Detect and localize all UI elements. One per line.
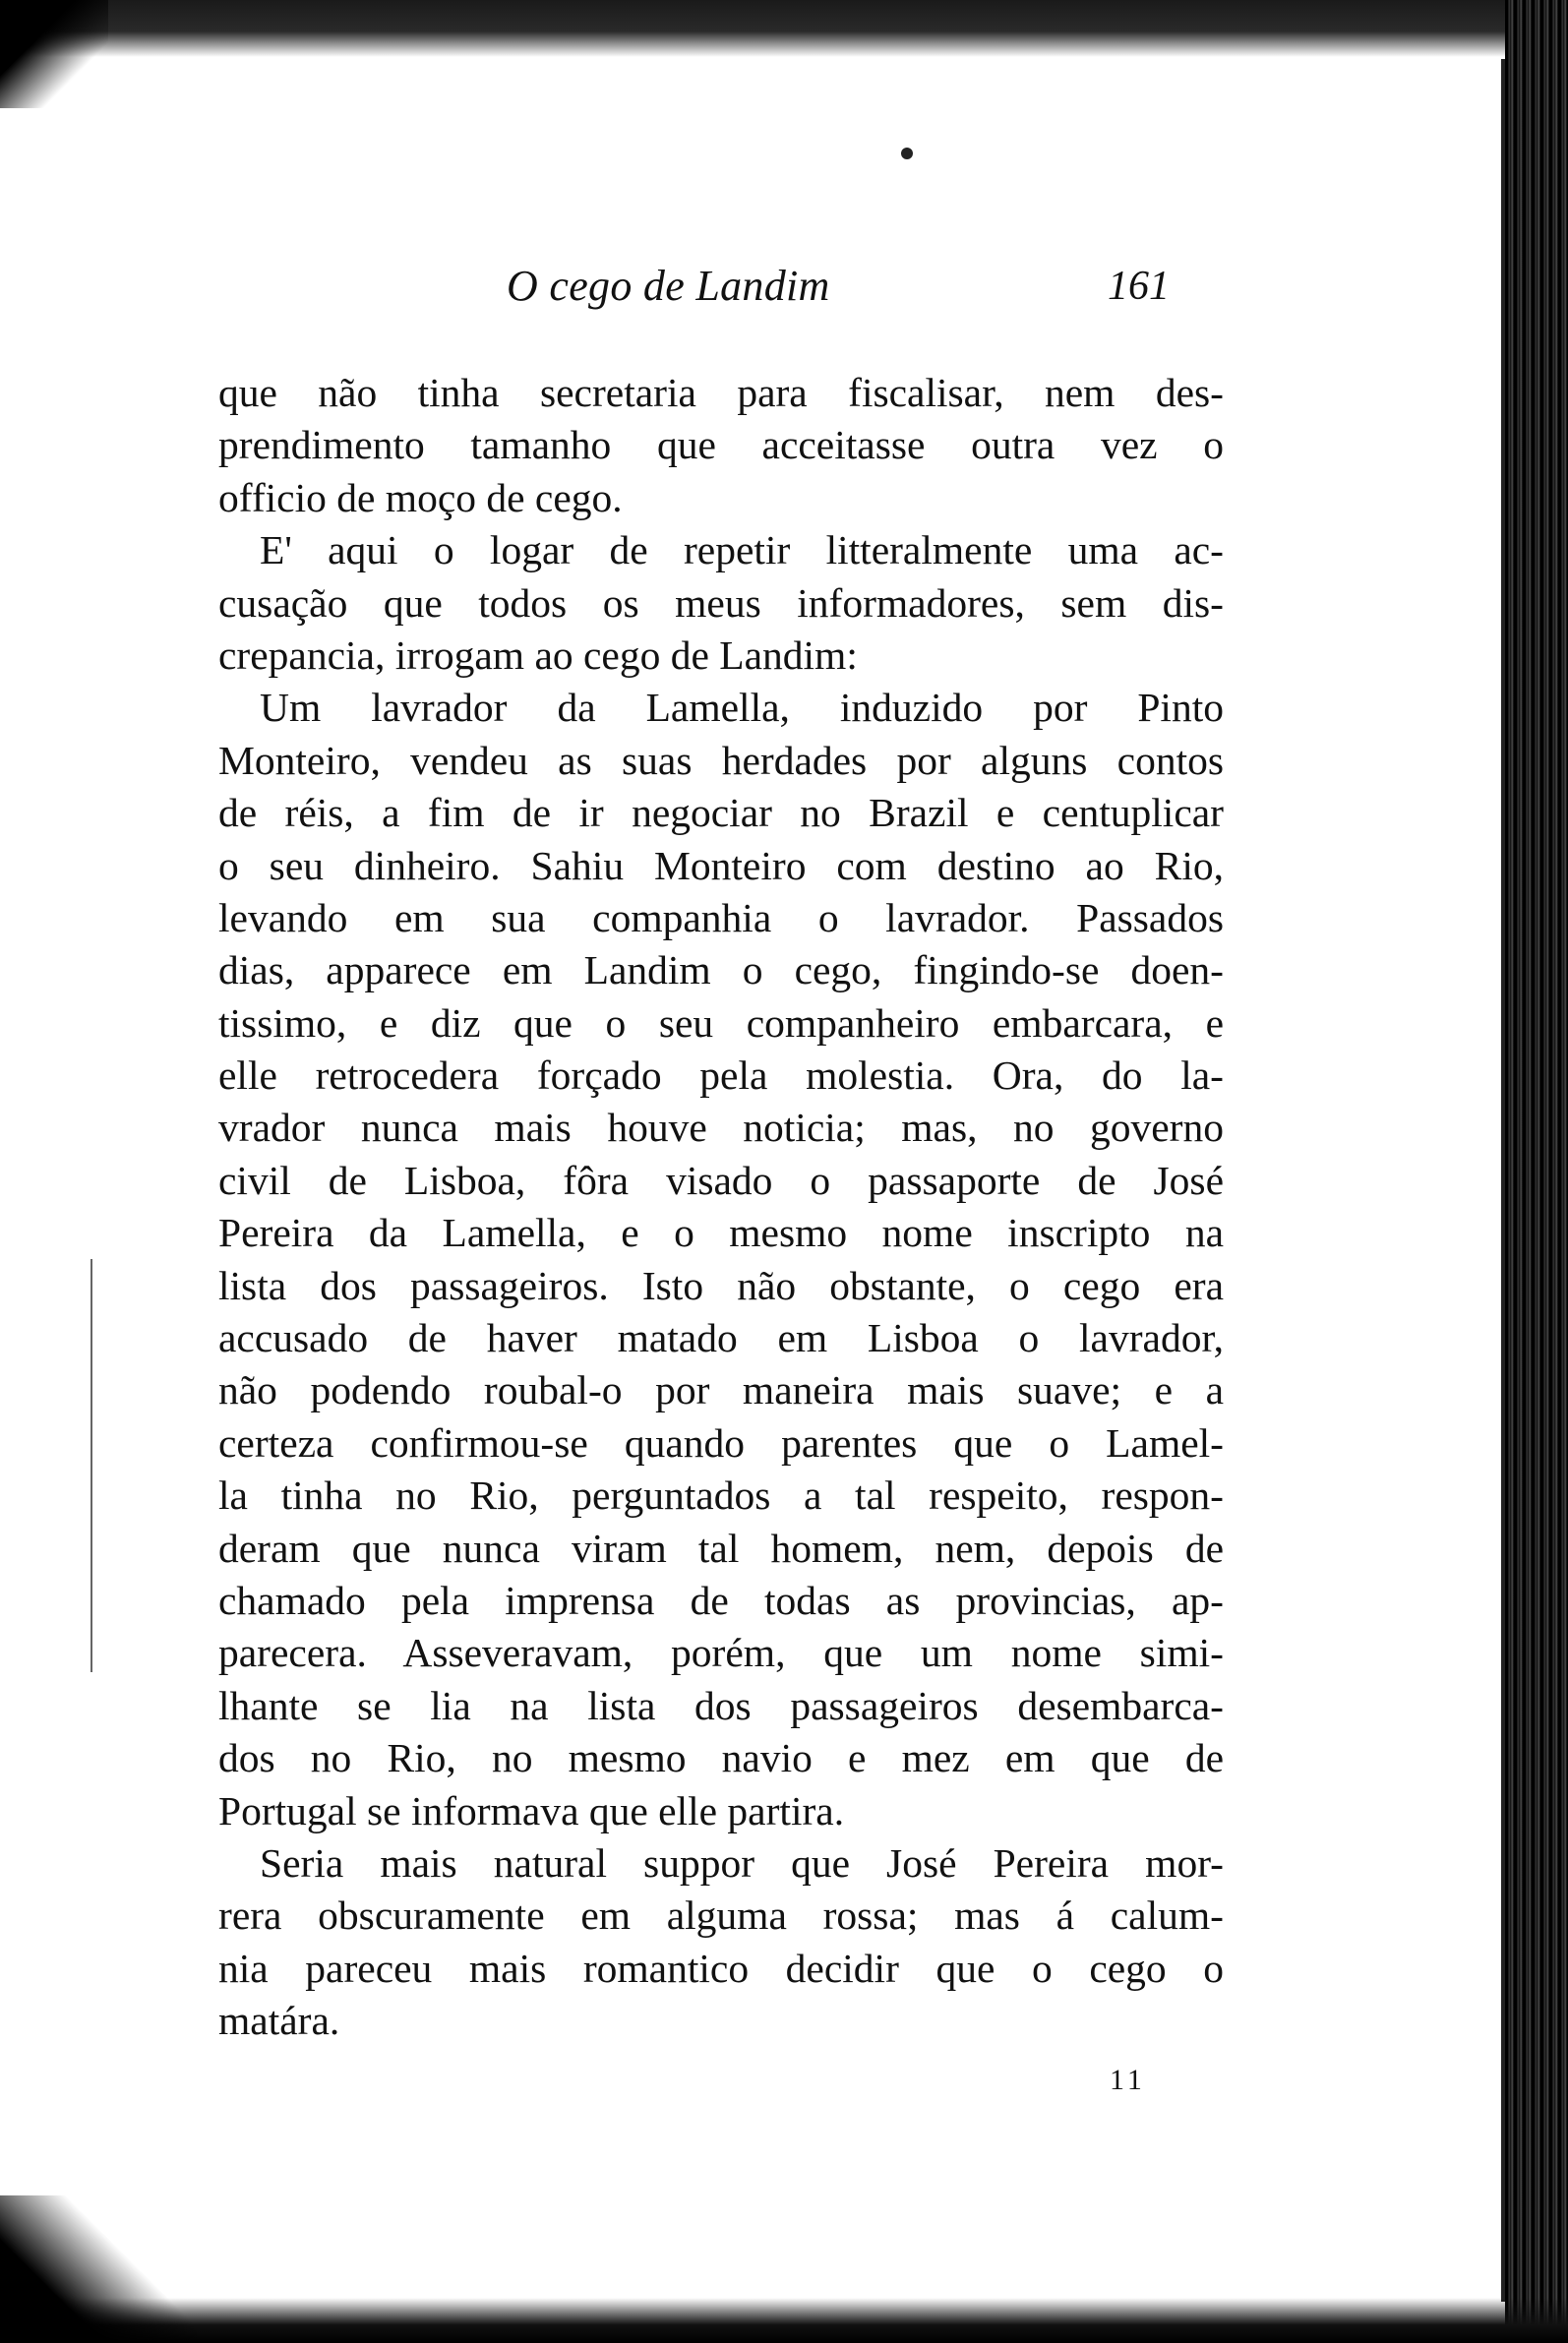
text-line: deram que nunca viram tal homem, nem, depois de bbox=[218, 1525, 1224, 1571]
text-line: crepancia, irrogam ao cego de Landim: bbox=[218, 631, 858, 678]
text-line: E' aqui o logar de repetir litteralmente uma ac- bbox=[260, 527, 1224, 573]
scan-dot-mark bbox=[901, 148, 913, 159]
text-line: parecera. Asseveravam, porém, que um nome simi- bbox=[218, 1630, 1224, 1676]
text-line: tissimo, e diz que o seu companheiro embarcara, e bbox=[218, 999, 1224, 1046]
text-line: prendimento tamanho que acceitasse outra vez o bbox=[218, 422, 1224, 468]
page-number: 161 bbox=[1108, 264, 1170, 309]
text-line: de réis, a fim de ir negociar no Brazil e centuplicar bbox=[218, 790, 1224, 836]
signature-mark: 11 bbox=[1110, 2064, 1146, 2096]
scan-right-binding bbox=[1505, 0, 1568, 2343]
text-line: lista dos passageiros. Isto não obstante, o cego era bbox=[218, 1262, 1224, 1308]
text-line: Seria mais natural suppor que José Pereira mor- bbox=[260, 1839, 1224, 1886]
text-line: Um lavrador da Lamella, induzido por Pinto bbox=[260, 685, 1224, 731]
text-line: officio de moço de cego. bbox=[218, 474, 623, 520]
text-line: matára. bbox=[218, 1998, 340, 2044]
text-line: levando em sua companhia o lavrador. Passados bbox=[218, 894, 1224, 940]
text-line: lhante se lia na lista dos passageiros desembarca- bbox=[218, 1682, 1224, 1728]
scan-right-binding-edge bbox=[1501, 59, 1505, 2302]
text-line: o seu dinheiro. Sahiu Monteiro com destino ao Rio, bbox=[218, 842, 1224, 888]
text-line: dos no Rio, no mesmo navio e mez em que de bbox=[218, 1735, 1224, 1781]
text-line: cusação que todos os meus informadores, sem dis- bbox=[218, 579, 1224, 626]
scan-top-edge bbox=[0, 0, 1568, 57]
scan-top-left-corner bbox=[0, 0, 108, 108]
running-title: O cego de Landim bbox=[507, 262, 830, 310]
text-line: que não tinha secretaria para fiscalisar, nem des- bbox=[218, 370, 1224, 415]
text-line: accusado de haver matado em Lisboa o lavrador, bbox=[218, 1315, 1224, 1361]
body-text bbox=[218, 367, 1224, 2048]
text-line: nia pareceu mais romantico decidir que o cego o bbox=[218, 1945, 1224, 1991]
text-line: civil de Lisboa, fôra visado o passaporte de José bbox=[218, 1157, 1224, 1203]
text-line: vrador nunca mais houve noticia; mas, no governo bbox=[218, 1105, 1224, 1151]
text-line: Portugal se informava que elle partira. bbox=[218, 1787, 845, 1833]
text-line: elle retrocedera forçado pela molestia. Ora, do la- bbox=[218, 1052, 1224, 1099]
text-line: não podendo roubal-o por maneira mais suave; e a bbox=[218, 1367, 1224, 1413]
text-line: Monteiro, vendeu as suas herdades por alguns contos bbox=[218, 737, 1224, 783]
text-line: rera obscuramente em alguma rossa; mas á calum- bbox=[218, 1892, 1224, 1939]
text-line: Pereira da Lamella, e o mesmo nome inscripto na bbox=[218, 1210, 1224, 1256]
scan-bottom-left-corner bbox=[0, 2195, 197, 2343]
text-line: chamado pela imprensa de todas as provincias, ap- bbox=[218, 1577, 1224, 1623]
text-line: la tinha no Rio, perguntados a tal respeito, respon- bbox=[218, 1472, 1224, 1519]
scan-bottom-edge bbox=[0, 2298, 1568, 2343]
text-line: certeza confirmou-se quando parentes que o Lamel- bbox=[218, 1419, 1224, 1466]
text-line: dias, apparece em Landim o cego, fingindo-se doen- bbox=[218, 947, 1224, 993]
scan-margin-line bbox=[90, 1259, 92, 1672]
